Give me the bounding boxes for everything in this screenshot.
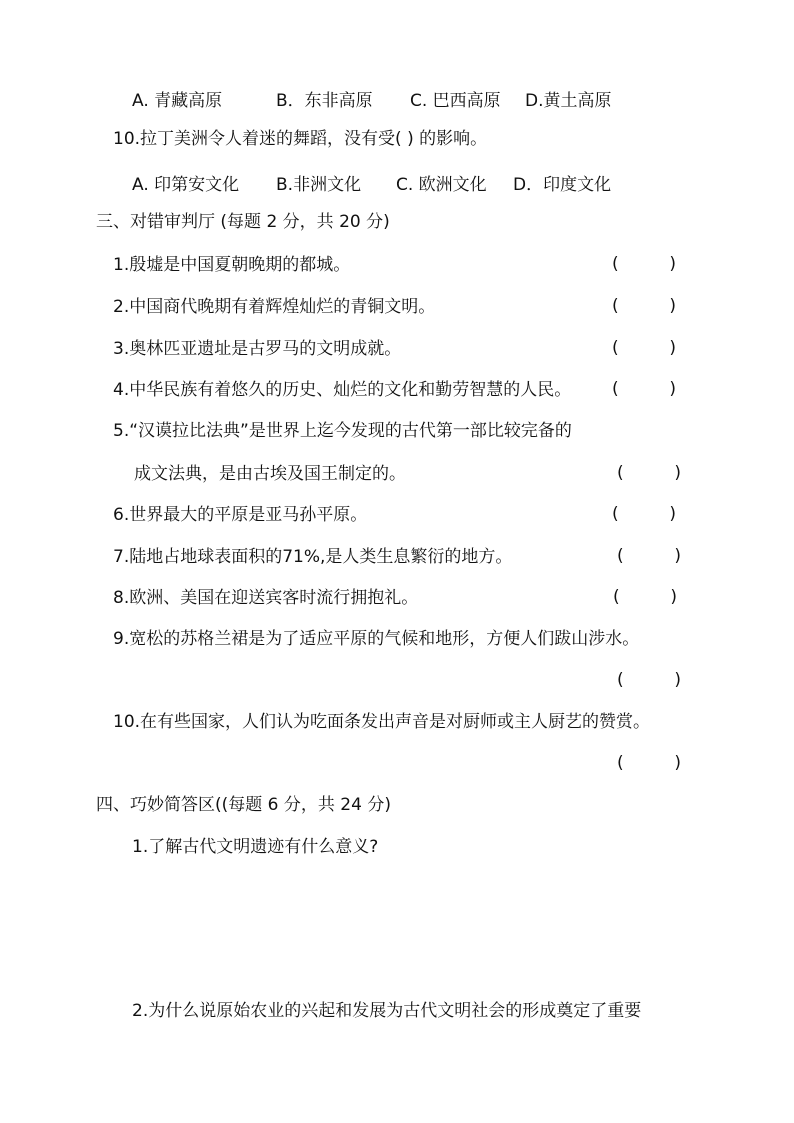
tf-item-7: 7.陆地占地球表面积的71%,是人类生息繁衍的地方。 bbox=[113, 547, 513, 567]
tf-item-5: 5.“汉谟拉比法典”是世界上迄今发现的古代第一部比较完备的 bbox=[113, 421, 572, 441]
answer-blank[interactable]: ( ) bbox=[617, 463, 681, 483]
section-4-title: 四、巧妙简答区((每题 6 分，共 24 分) bbox=[96, 795, 391, 815]
tf-item-6: 6.世界最大的平原是亚马孙平原。 bbox=[113, 505, 368, 525]
answer-blank[interactable]: ( ) bbox=[613, 587, 677, 607]
tf-item-10: 10.在有些国家，人们认为吃面条发出声音是对厨师或主人厨艺的赞赏。 bbox=[113, 712, 651, 732]
tf-item-4: 4.中华民族有着悠久的历史、灿烂的文化和勤劳智慧的人民。 bbox=[113, 380, 572, 400]
question-10-stem: 10.拉丁美洲令人着迷的舞蹈，没有受( ) 的影响。 bbox=[113, 129, 488, 149]
answer-blank[interactable]: ( ) bbox=[617, 546, 681, 566]
option-b: B．东非高原 bbox=[276, 91, 373, 111]
tf-item-9: 9.宽松的苏格兰裙是为了适应平原的气候和地形，方便人们跋山涉水。 bbox=[113, 629, 640, 649]
answer-blank[interactable]: ( ) bbox=[612, 254, 676, 274]
answer-blank[interactable]: ( ) bbox=[612, 504, 676, 524]
option-a: A. 青藏高原 bbox=[132, 91, 223, 111]
section-3-title: 三、对错审判厅 (每题 2 分，共 20 分) bbox=[96, 212, 390, 232]
option-a: A. 印第安文化 bbox=[132, 175, 240, 195]
option-d: D.黄土高原 bbox=[525, 91, 612, 111]
tf-item-5-continued: 成文法典，是由古埃及国王制定的。 bbox=[134, 464, 406, 484]
tf-item-8: 8.欧洲、美国在迎送宾客时流行拥抱礼。 bbox=[113, 588, 419, 608]
answer-blank[interactable]: ( ) bbox=[612, 338, 676, 358]
answer-blank[interactable]: ( ) bbox=[612, 379, 676, 399]
answer-blank[interactable]: ( ) bbox=[617, 753, 681, 773]
tf-item-3: 3.奥林匹亚遗址是古罗马的文明成就。 bbox=[113, 339, 402, 359]
answer-blank[interactable]: ( ) bbox=[612, 296, 676, 316]
tf-item-1: 1.殷墟是中国夏朝晚期的都城。 bbox=[113, 255, 351, 275]
short-answer-question-2: 2.为什么说原始农业的兴起和发展为古代文明社会的形成奠定了重要 bbox=[132, 1001, 642, 1021]
option-b: B.非洲文化 bbox=[276, 175, 362, 195]
short-answer-question-1: 1.了解古代文明遗迹有什么意义? bbox=[132, 837, 379, 857]
answer-blank[interactable]: ( ) bbox=[617, 670, 681, 690]
tf-item-2: 2.中国商代晚期有着辉煌灿烂的青铜文明。 bbox=[113, 297, 436, 317]
option-c: C. 巴西高原 bbox=[410, 91, 501, 111]
option-c: C. 欧洲文化 bbox=[396, 175, 487, 195]
option-d: D．印度文化 bbox=[513, 175, 612, 195]
